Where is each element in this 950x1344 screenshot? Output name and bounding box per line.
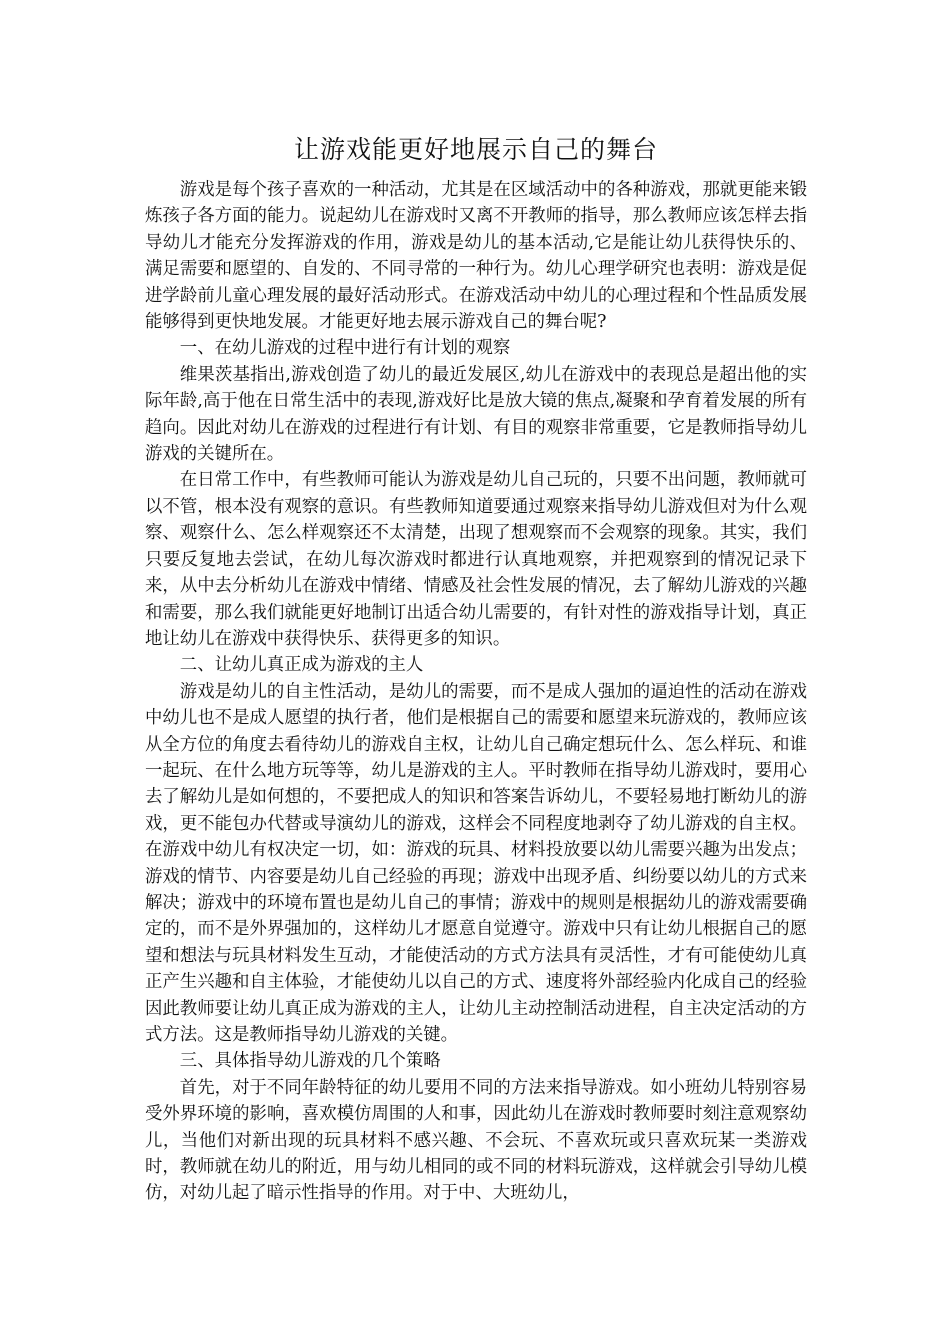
intro-paragraph: 游戏是每个孩子喜欢的一种活动，尤其是在区域活动中的各种游戏，那就更能来锻炼孩子各方面的能力。说起幼儿在游戏时又离不开教师的指导，那么教师应该怎样去指导幼儿才能充分发挥游戏的作用，游戏是幼儿的基本活动,它是能让幼儿获得快乐的、满足需要和愿望的、自发的、不同寻常的一种行为。幼儿心理学研究也表明：游戏是促进学龄前儿童心理发展的最好活动形式。在游戏活动中幼儿的心理过程和个性品质发展能够得到更快地发展。才能更好地去展示游戏自己的舞台呢? xyxy=(145,180,807,333)
section-1-heading: 一、在幼儿游戏的过程中进行有计划的观察 xyxy=(179,338,511,359)
section-1-paragraph-2: 在日常工作中，有些教师可能认为游戏是幼儿自己玩的，只要不出问题，教师就可以不管，根本没有观察的意识。有些教师知道要通过观察来指导幼儿游戏但对为什么观察、观察什么、怎么样观察还不太清楚，出现了想观察而不会观察的现象。其实，我们只要反复地去尝试，在幼儿每次游戏时都进行认真地观察，并把观察到的情况记录下来，从中去分析幼儿在游戏中情绪、情感及社会性发展的情况，去了解幼儿游戏的兴趣和需要，那么我们就能更好地制订出适合幼儿需要的，有针对性的游戏指导计划，真正地让幼儿在游戏中获得快乐、获得更多的知识。 xyxy=(145,470,807,649)
document-body xyxy=(145,133,807,1207)
section-3-paragraph-1: 首先，对于不同年龄特征的幼儿要用不同的方法来指导游戏。如小班幼儿特别容易受外界环境的影响，喜欢模仿周围的人和事，因此幼儿在游戏时教师要时刻注意观察幼儿，当他们对新出现的玩具材料不感兴趣、不会玩、不喜欢玩或只喜欢玩某一类游戏时，教师就在幼儿的附近，用与幼儿相同的或不同的材料玩游戏，这样就会引导幼儿模仿，对幼儿起了暗示性指导的作用。对于中、大班幼儿， xyxy=(145,1077,807,1204)
section-3-heading: 三、具体指导幼儿游戏的几个策略 xyxy=(179,1051,441,1072)
document-title: 让游戏能更好地展示自己的舞台 xyxy=(293,135,658,164)
section-1-paragraph-1: 维果茨基指出,游戏创造了幼儿的最近发展区,幼儿在游戏中的表现总是超出他的实际年龄,高于他在日常生活中的表现,游戏好比是放大镜的焦点,凝聚和孕育着发展的所有趋向。因此对幼儿在游戏的过程进行有计划、有目的观察非常重要，它是教师指导幼儿游戏的关键所在。 xyxy=(145,364,807,465)
section-2-paragraph-1: 游戏是幼儿的自主性活动，是幼儿的需要，而不是成人强加的逼迫性的活动在游戏中幼儿也不是成人愿望的执行者，他们是根据自己的需要和愿望来玩游戏的，教师应该从全方位的角度去看待幼儿的游戏自主权，让幼儿自己确定想玩什么、怎么样玩、和谁一起玩、在什么地方玩等等，幼儿是游戏的主人。平时教师在指导幼儿游戏时，要用心去了解幼儿是如何想的，不要把成人的知识和答案告诉幼儿，不要轻易地打断幼儿的游戏，更不能包办代替或导演幼儿的游戏，这样会不同程度地剥夺了幼儿游戏的自主权。在游戏中幼儿有权决定一切，如：游戏的玩具、材料投放要以幼儿需要兴趣为出发点；游戏的情节、内容要是幼儿自己经验的再现；游戏中出现矛盾、纠纷要以幼儿的方式来解决；游戏中的环境布置也是幼儿自己的事情；游戏中的规则是根据幼儿的游戏需要确定的，而不是外界强加的，这样幼儿才愿意自觉遵守。游戏中只有让幼儿根据自己的愿望和想法与玩具材料发生互动，才能使活动的方式方法具有灵活性，才有可能使幼儿真正产生兴趣和自主体验，才能使幼儿以自己的方式、速度将外部经验内化成自己的经验因此教师要让幼儿真正成为游戏的主人，让幼儿主动控制活动进程，自主决定活动的方式方法。这是教师指导幼儿游戏的关键。 xyxy=(145,681,807,1045)
section-2-heading: 二、让幼儿真正成为游戏的主人 xyxy=(179,655,424,676)
